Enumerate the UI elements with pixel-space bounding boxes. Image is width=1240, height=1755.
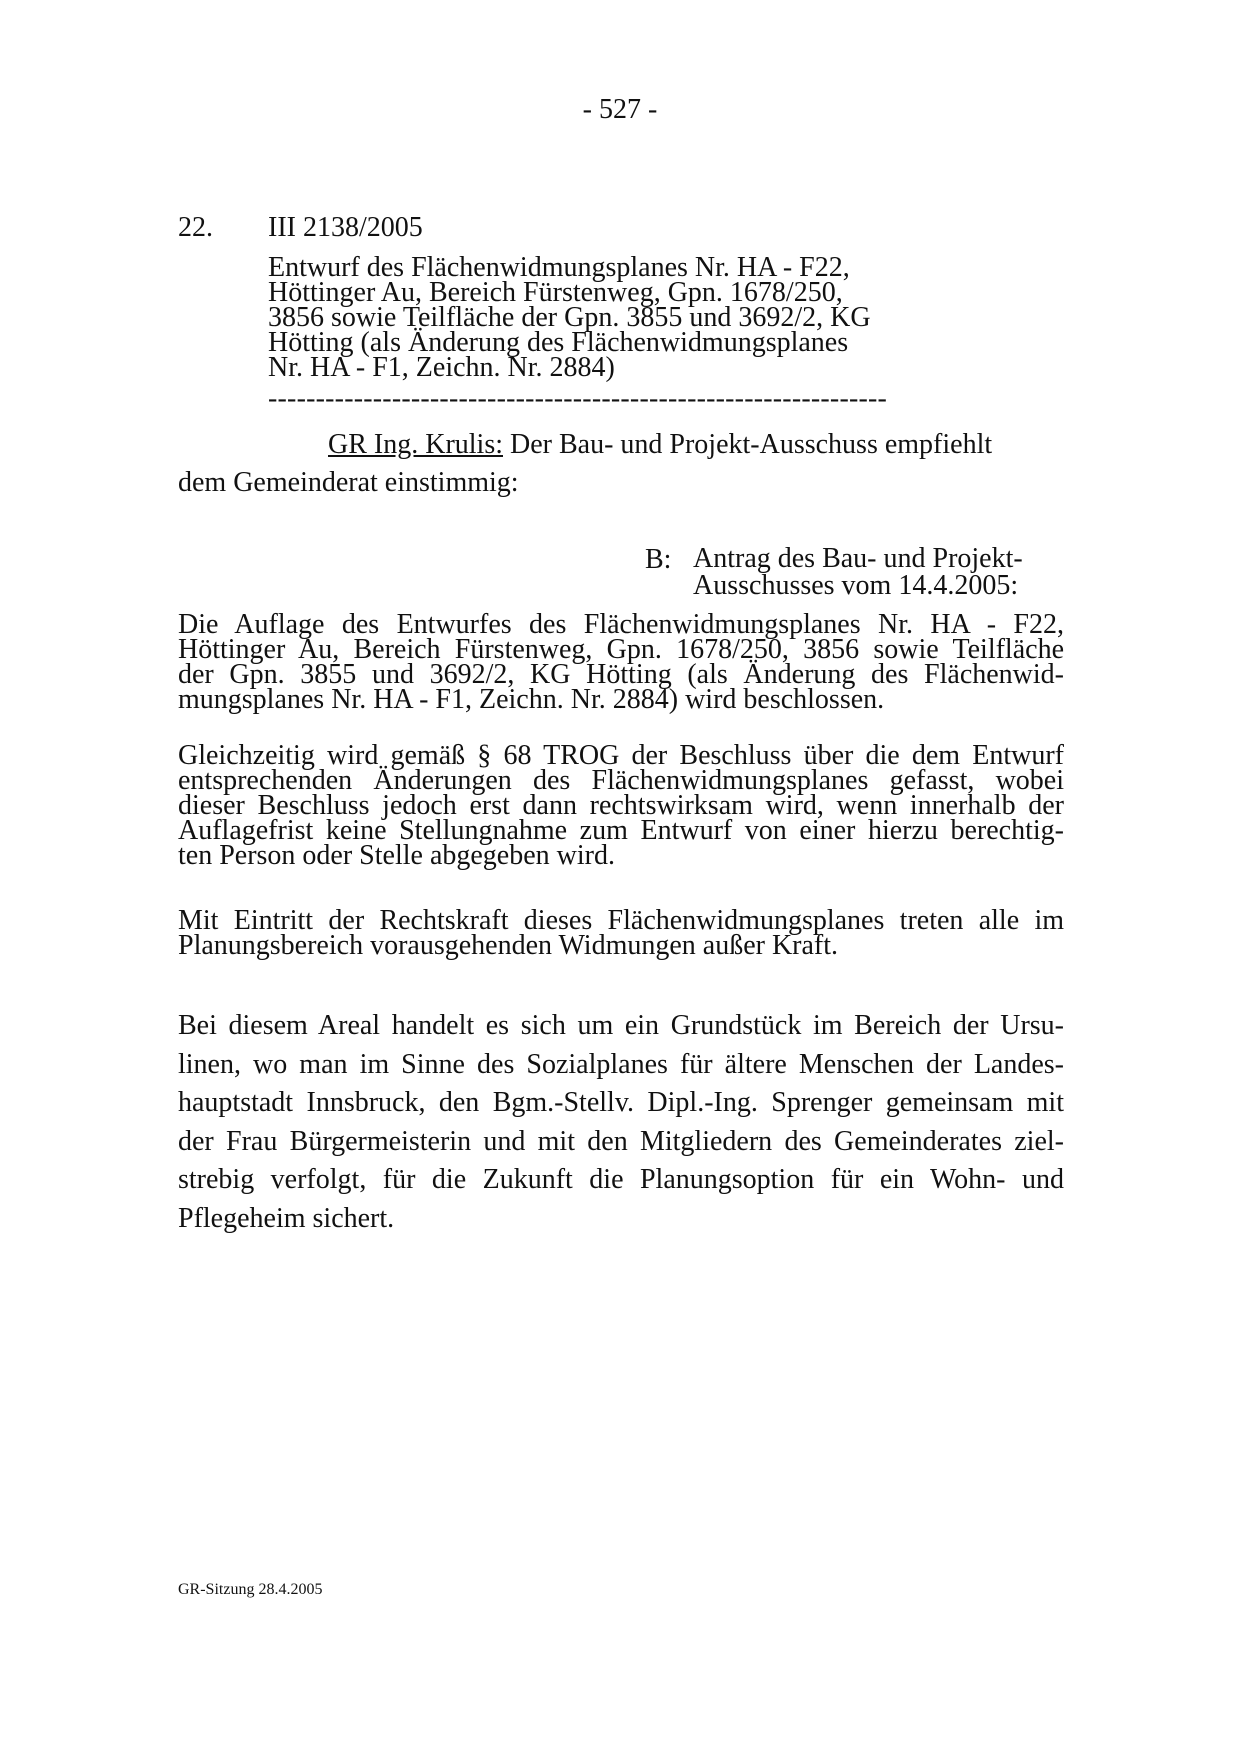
motion-title-line: Ausschusses vom 14.4.2005:: [693, 570, 1019, 601]
simultaneous-line: ten Person oder Stelle abgegeben wird.: [178, 840, 615, 871]
page-number: - 527 -: [582, 94, 658, 125]
agenda-item-title-line: Hötting (als Änderung des Flächenwidmungsplanes: [268, 327, 849, 358]
agenda-item-title-line: Entwurf des Flächenwidmungsplanes Nr. HA - F22,: [268, 252, 850, 283]
simultaneous-line: entsprechenden Änderungen des Flächenwidmungsplanes gefasst, wobei: [178, 765, 1064, 796]
agenda-item-title-line: 3856 sowie Teilfläche der Gpn. 3855 und 3692/2, KG: [268, 302, 871, 333]
simultaneous-line: dieser Beschluss jedoch erst dann rechtswirksam wird, wenn innerhalb der: [178, 790, 1064, 821]
intro-first-line: [178, 426, 1028, 464]
statement-line: strebig verfolgt, für die Zukunft die Planungsoption für ein Wohn- und: [178, 1164, 1064, 1196]
agenda-item-reference: III 2138/2005: [268, 212, 423, 243]
agenda-item-number: 22.: [178, 212, 213, 243]
simultaneous-resolution-paragraph: [178, 740, 1064, 871]
effect-line: Mit Eintritt der Rechtskraft dieses Flächenwidmungsplanes treten alle im: [178, 905, 1064, 936]
statement-paragraph: [178, 1007, 1064, 1239]
effect-line: Planungsbereich vorausgehenden Widmungen außer Kraft.: [178, 930, 839, 961]
agenda-item-title-line: Höttinger Au, Bereich Fürstenweg, Gpn. 1678/250,: [268, 277, 843, 308]
statement-line: linen, wo man im Sinne des Sozialplanes für ältere Menschen der Landes-: [178, 1048, 1064, 1080]
motion-title: [693, 545, 1023, 599]
resolution-line: Die Auflage des Entwurfes des Flächenwidmungsplanes Nr. HA - F22,: [178, 609, 1064, 640]
resolution-line: der Gpn. 3855 und 3692/2, KG Hötting (als Änderung des Flächenwid-: [178, 659, 1064, 690]
agenda-item-title-line: Nr. HA - F1, Zeichn. Nr. 2884): [268, 352, 615, 383]
intro-paragraph: [178, 426, 1028, 502]
motion-title-line: Antrag des Bau- und Projekt-: [693, 543, 1023, 574]
speaker-name: GR Ing. Krulis:: [328, 429, 503, 460]
dashed-separator: -----------------------------------------------------------------: [268, 383, 888, 414]
statement-line: der Frau Bürgermeisterin und mit den Mitgliedern des Gemeinderates ziel-: [178, 1125, 1064, 1157]
simultaneous-line: Auflagefrist keine Stellungnahme zum Entwurf von einer hierzu berechtig-: [178, 815, 1064, 846]
agenda-item-title: [268, 252, 928, 383]
legal-effect-paragraph: [178, 905, 1064, 961]
simultaneous-line: Gleichzeitig wird gemäß § 68 TROG der Beschluss über die dem Entwurf: [178, 740, 1064, 771]
intro-text: Der Bau- und Projekt-Ausschuss empfiehlt: [503, 429, 993, 460]
resolution-line: mungsplanes Nr. HA - F1, Zeichn. Nr. 2884) wird beschlossen.: [178, 684, 885, 715]
resolution-line: Höttinger Au, Bereich Fürstenweg, Gpn. 1678/250, 3856 sowie Teilfläche: [178, 634, 1064, 665]
resolution-paragraph: [178, 609, 1064, 715]
motion-label: B:: [645, 544, 672, 575]
intro-second-line: dem Gemeinderat einstimmig:: [178, 467, 519, 498]
statement-line: Pflegeheim sichert.: [178, 1202, 395, 1234]
footer-session-date: GR-Sitzung 28.4.2005: [178, 1581, 323, 1598]
statement-line: hauptstadt Innsbruck, den Bgm.-Stellv. Dipl.-Ing. Sprenger gemeinsam mit: [178, 1087, 1064, 1119]
statement-line: Bei diesem Areal handelt es sich um ein Grundstück im Bereich der Ursu-: [178, 1010, 1064, 1041]
